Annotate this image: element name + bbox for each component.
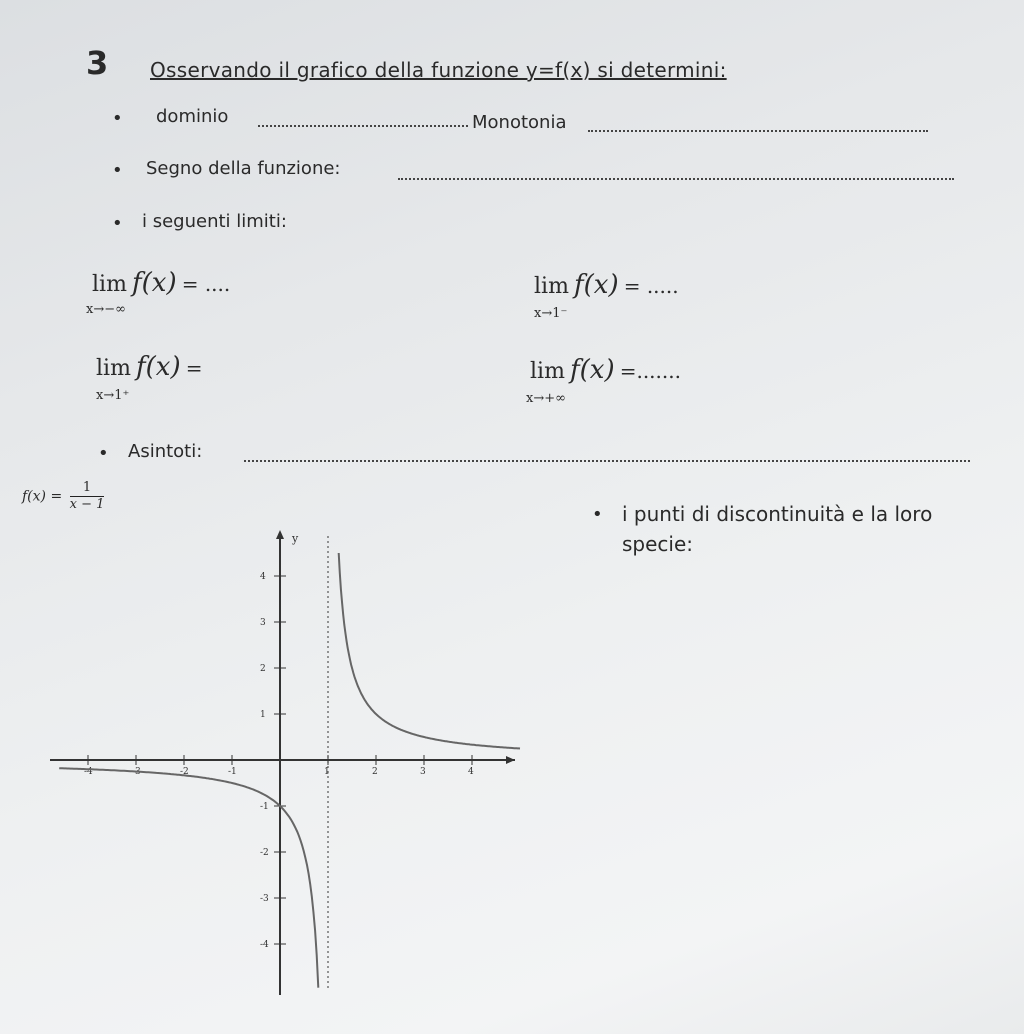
bullet-dot: •: [112, 213, 123, 234]
lim-function: f(x): [570, 355, 615, 385]
x-tick-label: -3: [132, 767, 141, 777]
y-axis-arrow: [276, 530, 284, 539]
exercise-number: 3: [86, 44, 109, 82]
y-tick-label: 2: [260, 664, 266, 674]
bullet-dot: •: [592, 504, 603, 525]
y-tick-label: 3: [260, 618, 266, 628]
lim-equals: =.......: [619, 359, 681, 383]
segno-label: Segno della funzione:: [146, 158, 341, 179]
lim-subscript: x→+∞: [526, 391, 566, 406]
y-tick-label: -2: [260, 848, 269, 858]
y-tick-label: -3: [260, 894, 269, 904]
lim-word: lim: [534, 274, 569, 299]
graph-curves: [59, 553, 520, 988]
asintoti-label: Asintoti:: [128, 441, 203, 462]
formula-denominator: x − 1: [69, 497, 105, 512]
exercise-title: Osservando il grafico della funzione y=f(x) si determini:: [150, 58, 727, 82]
x-axis-arrow: [506, 756, 515, 764]
y-tick-label: -4: [260, 940, 269, 950]
lim-word: lim: [530, 359, 565, 384]
formula-lhs: f(x) =: [22, 488, 63, 505]
bullet-dot: •: [112, 108, 123, 129]
x-tick-label: -2: [180, 767, 189, 777]
x-tick-label: 3: [420, 767, 426, 777]
curve-right-branch: [339, 553, 520, 749]
lim-subscript: x→1⁺: [96, 388, 130, 403]
dominio-label: dominio: [156, 106, 229, 127]
x-tick-label: 4: [468, 767, 474, 777]
lim-word: lim: [92, 272, 127, 297]
lim-word: lim: [96, 356, 131, 381]
x-tick-label: -1: [228, 767, 237, 777]
lim-equals: = ....: [181, 272, 231, 296]
bullet-dot: •: [112, 160, 123, 181]
formula-numerator: 1: [70, 480, 105, 497]
lim-equals: = .....: [623, 274, 679, 298]
y-tick-label: 4: [260, 572, 266, 582]
x-tick-label: 2: [372, 767, 378, 777]
y-tick-label: -1: [260, 802, 269, 812]
lim-function: f(x): [132, 268, 177, 298]
graph-axes: [50, 530, 515, 995]
lim-subscript: x→1⁻: [534, 306, 568, 321]
lim-function: f(x): [136, 352, 181, 382]
y-axis-label: y: [292, 532, 299, 545]
bullet-dot: •: [98, 443, 109, 464]
discontinuita-label-line2: specie:: [622, 532, 694, 556]
x-tick-label: 1: [324, 767, 330, 777]
lim-function: f(x): [574, 270, 619, 300]
x-tick-label: -4: [84, 767, 93, 777]
lim-equals: =: [185, 356, 203, 380]
discontinuita-label-line1: i punti di discontinuità e la loro: [622, 502, 933, 526]
y-tick-label: 1: [260, 710, 266, 720]
limiti-label: i seguenti limiti:: [142, 211, 287, 232]
lim-subscript: x→−∞: [86, 302, 126, 317]
monotonia-label: Monotonia: [472, 112, 567, 133]
